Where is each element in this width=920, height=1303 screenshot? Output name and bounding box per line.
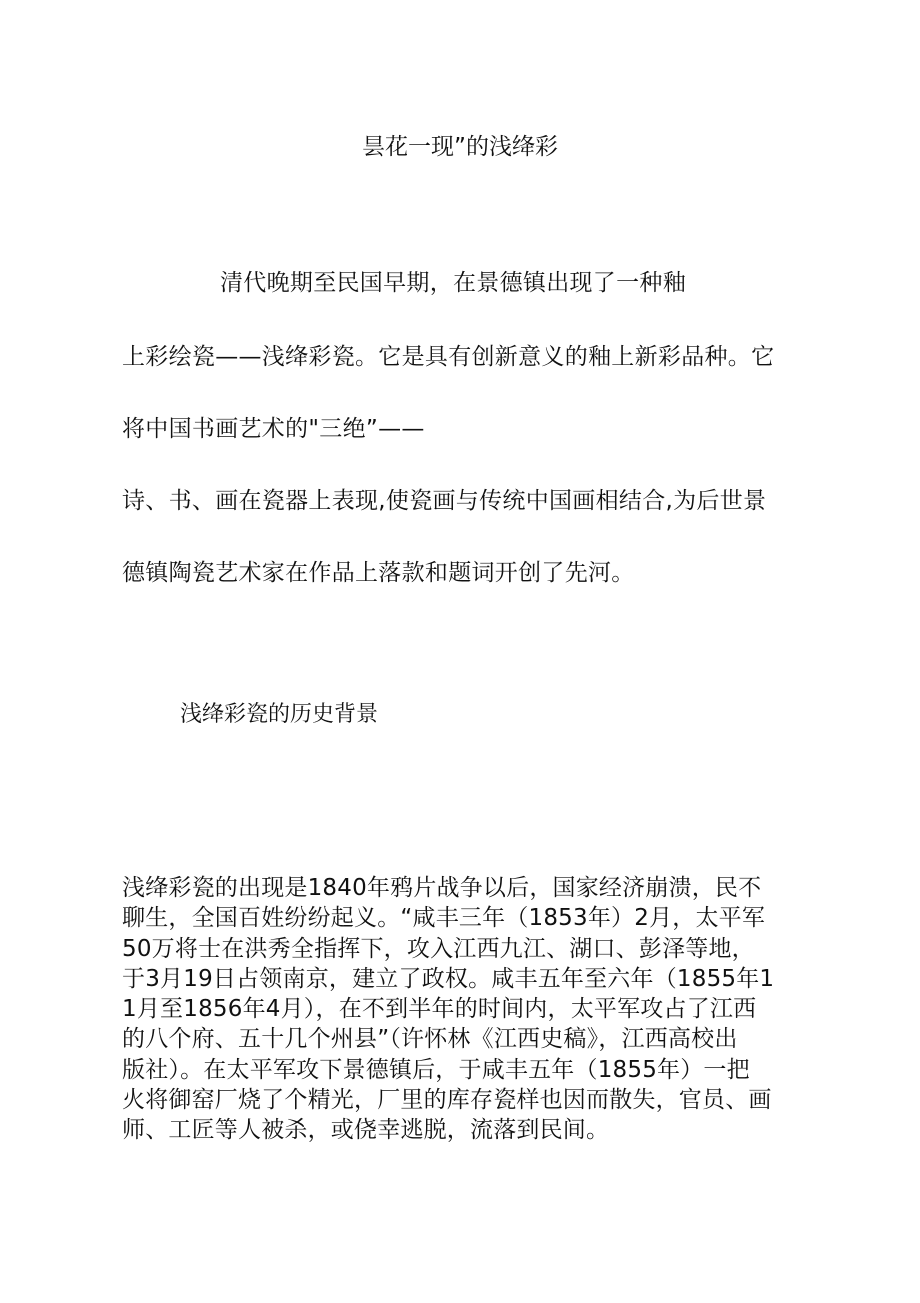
body-line-5: 1月至1856年4月），在不到半年的时间内，太平军攻占了江西 bbox=[122, 996, 757, 1023]
body-line-9: 师、工匠等人被杀，或侥幸逃脱，流落到民间。 bbox=[122, 1117, 610, 1144]
document-title: 昙花一现”的浅绛彩 bbox=[362, 134, 558, 160]
intro-line-4: 诗、书、画在瓷器上表现,使瓷画与传统中国画相结合,为后世景 bbox=[122, 488, 767, 514]
body-line-4: 于3月19日占领南京，建立了政权。咸丰五年至六年（1855年1 bbox=[122, 965, 775, 992]
intro-line-1: 清代晚期至民国早期，在景德镇出现了一种釉 bbox=[220, 270, 686, 296]
body-line-7: 版社）。在太平军攻下景德镇后，于咸丰五年（1855年）一把 bbox=[122, 1056, 750, 1083]
section-heading: 浅绛彩瓷的历史背景 bbox=[180, 702, 379, 727]
body-paragraph bbox=[122, 873, 802, 1146]
intro-line-5: 德镇陶瓷艺术家在作品上落款和题词开创了先河。 bbox=[122, 560, 635, 586]
body-line-8: 火将御窑厂烧了个精光，厂里的库存瓷样也因而散失，官员、画 bbox=[122, 1087, 772, 1114]
body-line-6: 的八个府、五十几个州县”（许怀林《江西史稿》，江西高校出 bbox=[122, 1026, 738, 1053]
body-line-3: 50万将士在洪秀全指挥下，攻入江西九江、湖口、彭泽等地， bbox=[122, 935, 755, 962]
body-line-1: 浅绛彩瓷的出现是1840年鸦片战争以后，国家经济崩溃，民不 bbox=[122, 875, 762, 901]
intro-line-2: 上彩绘瓷——浅绛彩瓷。它是具有创新意义的釉上新彩品种。它 bbox=[122, 344, 775, 370]
body-line-2: 聊生，全国百姓纷纷起义。“咸丰三年（1853年）2月，太平军 bbox=[122, 905, 766, 932]
intro-line-3: 将中国书画艺术的"三绝”—— bbox=[122, 416, 425, 442]
